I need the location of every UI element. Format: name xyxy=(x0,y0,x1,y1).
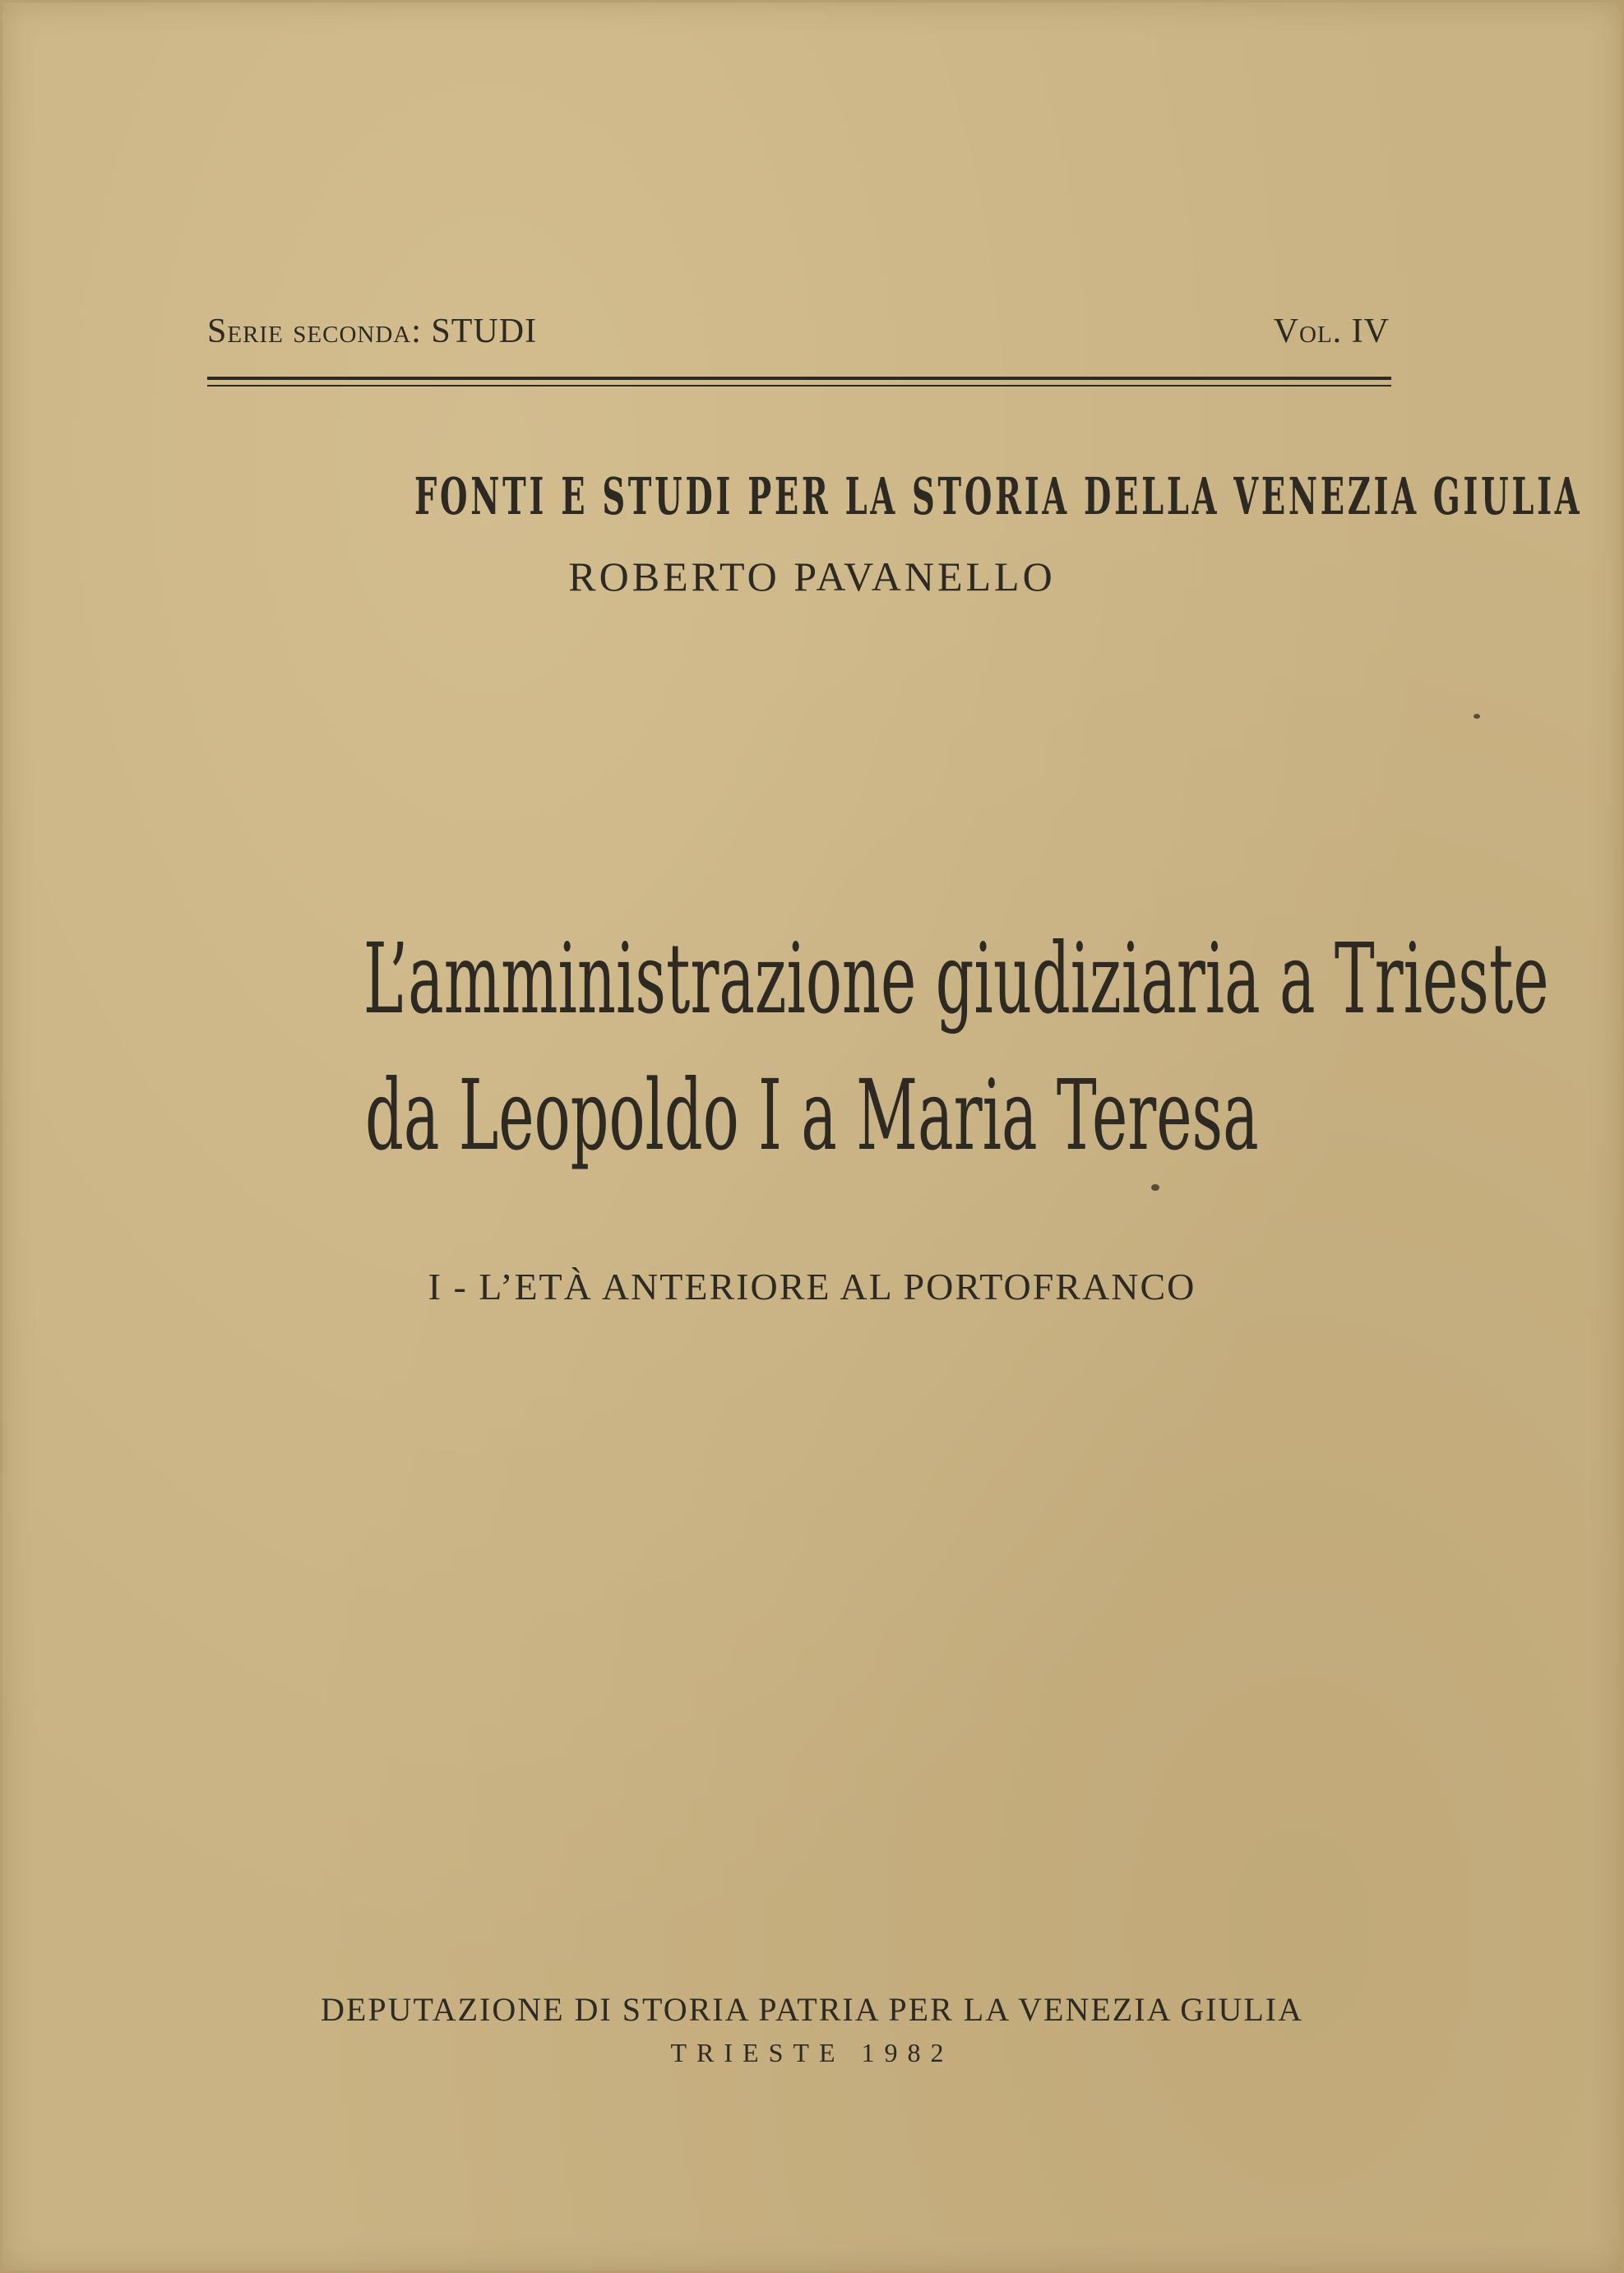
paper-speck xyxy=(1151,1184,1159,1191)
place-and-year: TRIESTE 1982 xyxy=(670,2038,954,2067)
book-title-line-2-text: da Leopoldo I a Maria Teresa xyxy=(365,1058,1259,1172)
series-info-line xyxy=(207,311,1390,352)
header-rule-thin xyxy=(207,385,1391,387)
volume-label: Vol. IV xyxy=(1273,312,1390,350)
book-subtitle: I - L’ETÀ ANTERIORE AL PORTOFRANCO xyxy=(428,1266,1196,1308)
book-title-line-2 xyxy=(0,1058,1624,1173)
series-title: FONTI E STUDI PER LA STORIA DELLA VENEZIA GIULIA xyxy=(414,466,1583,526)
header-rule-thick xyxy=(207,377,1391,380)
author-name: ROBERTO PAVANELLO xyxy=(568,553,1056,599)
subseries-label: Serie seconda: STUDI xyxy=(207,312,538,350)
publisher-name: DEPUTAZIONE DI STORIA PATRIA PER LA VENEZIA GIULIA xyxy=(321,1991,1303,2028)
paper-speck xyxy=(1474,714,1480,719)
book-title-line-1-text: L’amministrazione giudiziaria a Trieste xyxy=(363,922,1549,1035)
book-title-line-1 xyxy=(0,921,1624,1036)
